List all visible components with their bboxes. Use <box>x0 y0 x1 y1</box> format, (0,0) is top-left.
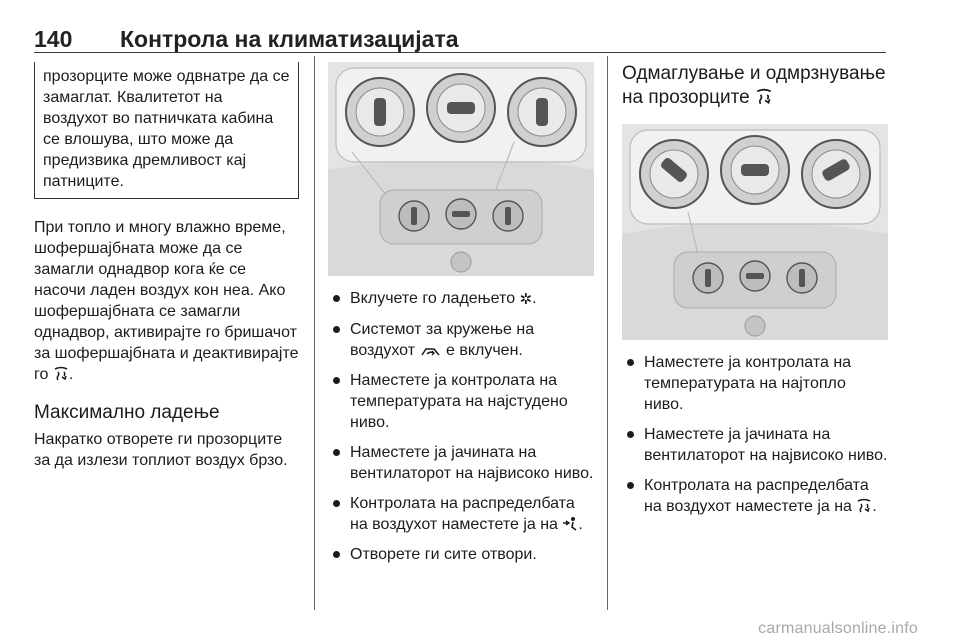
column-divider-1 <box>314 56 315 610</box>
note-text: прозорците може одвнатре да се замаглат. Квалитетот на воздухот во патничката кабина се влошува, што може да предизвика дремливост кај патниците. <box>43 68 290 190</box>
heading-max-cooling: Максимално ладење <box>34 402 220 423</box>
list-item: Контролата на распределбата на воздухот наместете ја на . <box>622 475 888 517</box>
climate-control-figure <box>328 62 594 276</box>
paragraph-max-cooling: Накратко отворете ги прозорците за да излези топлиот воздух брзо. <box>34 431 288 469</box>
column-1 <box>34 62 300 487</box>
climate-control-figure-defog <box>622 124 888 340</box>
list-item: Контролата на распределбата на воздухот наместете ја на . <box>328 493 594 535</box>
cooling-steps-list <box>328 288 594 565</box>
snowflake-icon: ✲ <box>519 291 533 308</box>
list-item: Наместете ја контролата на температурата на најстудено ниво. <box>328 370 594 433</box>
air-recirculation-icon <box>420 344 442 358</box>
list-item: Наместете ја јачината на вентилаторот на највисоко ниво. <box>328 442 594 484</box>
windscreen-defrost-icon <box>755 88 773 106</box>
paragraph-fogging: При топло и многу влажно време, шофершајбната може да се замагли однадвор кога ќе се насочи ладен воздух кон неа. Ако шофершајбната се замагли однадвор, активирајте го бришачот за шофершајбната и деактивирајте го . <box>34 219 299 383</box>
column-2 <box>328 62 594 574</box>
page-header <box>34 26 886 53</box>
heading-defogging: Одмаглување и одмрзнување на прозорците <box>622 63 886 108</box>
list-item: Наместете ја контролата на температурата на најтопло ниво. <box>622 352 888 415</box>
list-item: Вклучете го ладењето ✲. <box>328 288 594 310</box>
windscreen-defrost-icon <box>856 498 872 514</box>
defogging-steps-list <box>622 352 888 517</box>
column-divider-2 <box>607 56 608 610</box>
list-item: Отворете ги сите отвори. <box>328 544 594 565</box>
column-3 <box>622 62 888 526</box>
list-item: Системот за кружење на воздухот е вклучен. <box>328 319 594 361</box>
watermark: carmanualsonline.info <box>758 620 918 637</box>
list-item: Наместете ја јачината на вентилаторот на највисоко ниво. <box>622 424 888 466</box>
windscreen-defrost-icon <box>53 366 69 382</box>
air-to-body-icon <box>562 516 578 532</box>
note-box <box>34 62 299 199</box>
chapter-title: Контрола на климатизацијата <box>120 26 459 52</box>
page-number: 140 <box>34 26 73 52</box>
